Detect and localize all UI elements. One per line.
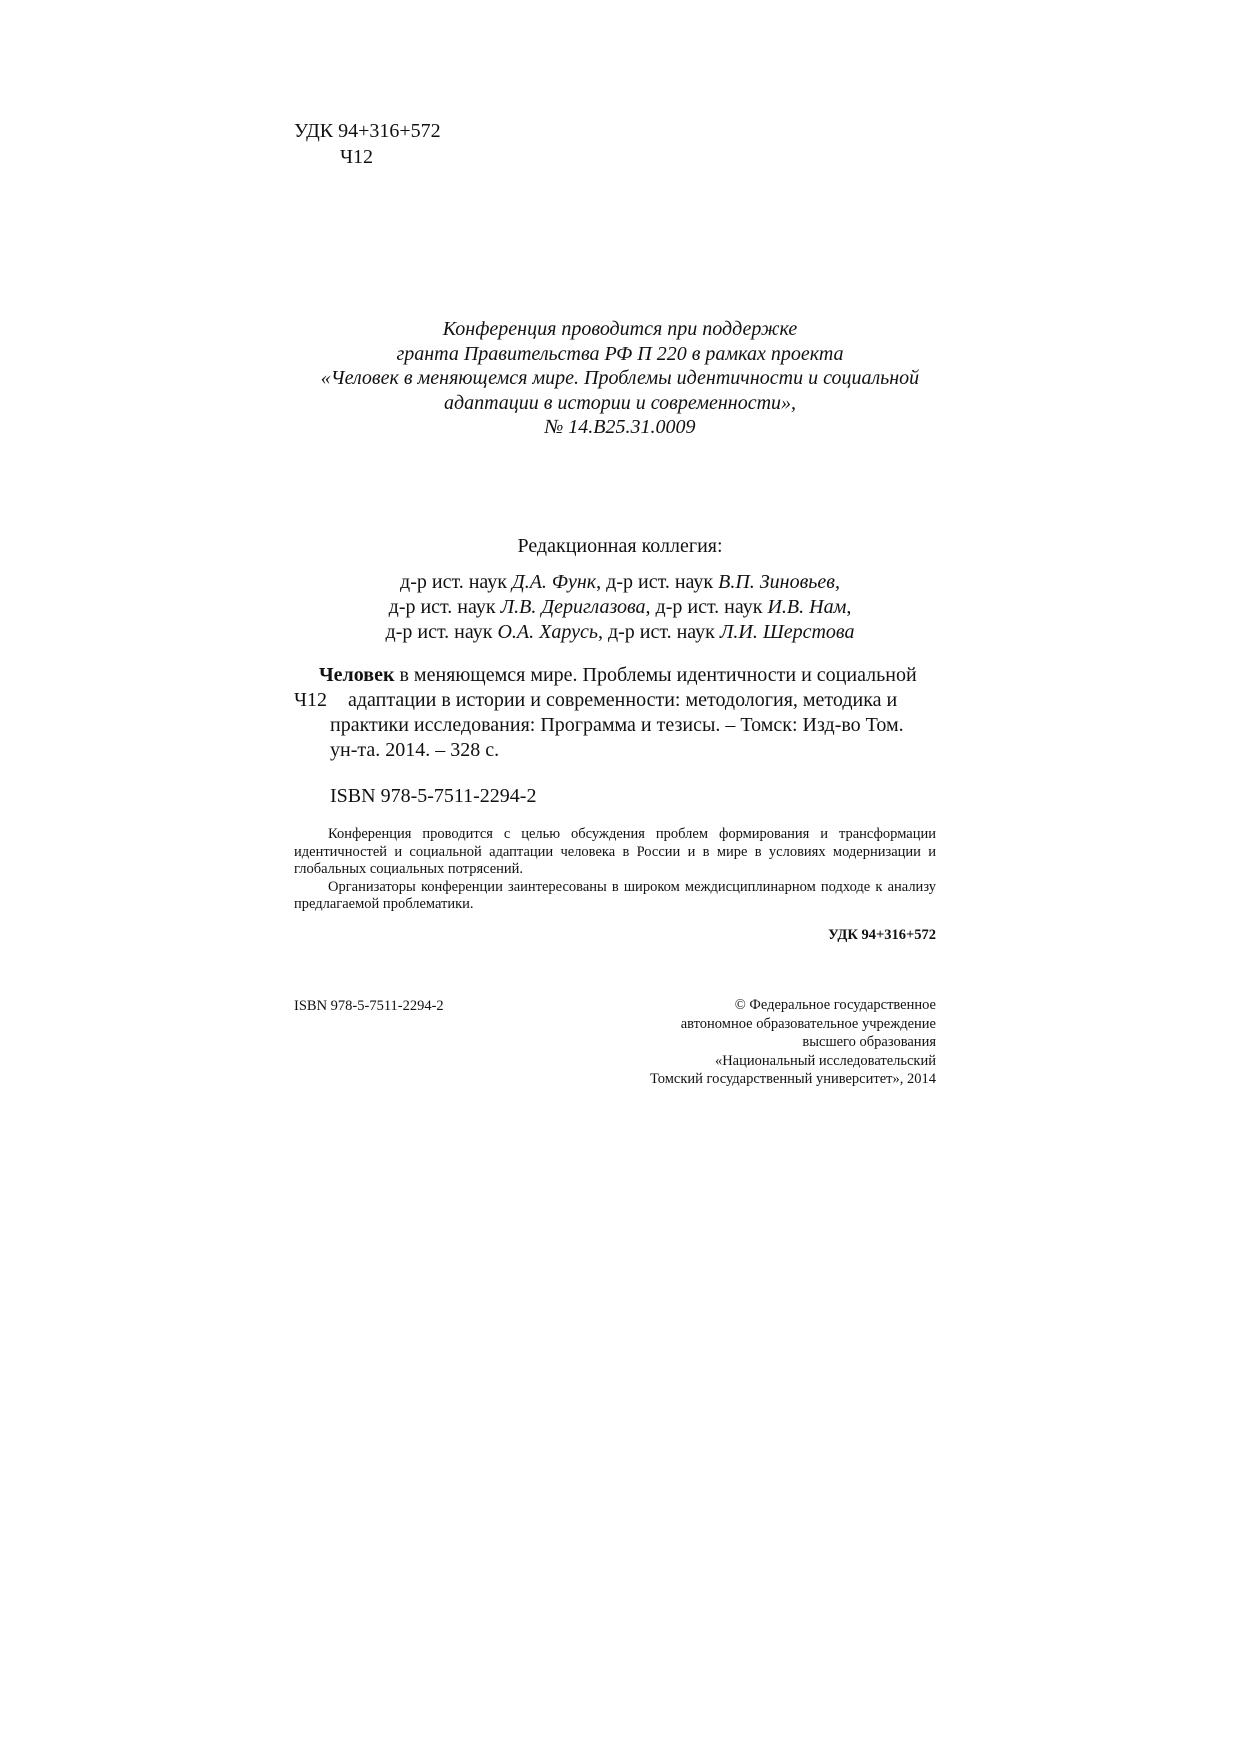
board-member: О.А. Харусь xyxy=(497,621,598,643)
bib-author-mark: Ч12 xyxy=(294,689,327,711)
bib-isbn: ISBN 978-5-7511-2294-2 xyxy=(330,785,537,807)
grant-notice xyxy=(200,317,1040,440)
annotation-paragraph: Организаторы конференции заинтересованы в широком междисциплинарном подходе к анализу предлагаемой проблематики. xyxy=(294,878,936,912)
bib-title-rest: в меняющемся мире. Проблемы идентичности и социальной xyxy=(394,664,917,686)
bib-line-3: практики исследования: Программа и тезисы. – Томск: Изд-во Том. xyxy=(330,714,904,736)
degree: д-р ист. наук xyxy=(606,571,714,593)
editorial-board-title: Редакционная коллегия: xyxy=(517,535,723,557)
grant-line: «Человек в меняющемся мире. Проблемы идентичности и социальной xyxy=(320,367,920,389)
degree: д-р ист. наук xyxy=(655,596,763,618)
bib-title: Человек xyxy=(319,664,395,686)
bib-line-1 xyxy=(319,663,917,688)
degree: д-р ист. наук xyxy=(400,571,507,593)
grant-line: адаптации в истории и современности», xyxy=(443,391,797,414)
board-member: Д.А. Функ xyxy=(511,571,597,593)
footer-isbn: ISBN 978-5-7511-2294-2 xyxy=(294,998,444,1014)
annotation xyxy=(294,826,936,914)
board-member: В.П. Зиновьев xyxy=(718,571,835,593)
editorial-board-list xyxy=(200,570,1040,645)
degree: д-р ист. наук xyxy=(388,596,496,618)
copyright-line: Томский государственный университет», 2014 xyxy=(649,1071,936,1088)
bib-line-4: ун-та. 2014. – 328 с. xyxy=(330,739,500,761)
board-member: Л.И. Шерстова xyxy=(719,621,855,643)
degree: д-р ист. наук xyxy=(607,621,715,643)
degree: д-р ист. наук xyxy=(385,621,493,643)
grant-line: № 14.B25.31.0009 xyxy=(544,416,696,438)
board-line: д-р ист. наук О.А. Харусь, д-р ист. наук Л.И. Шерстова xyxy=(385,621,855,643)
udc-code: УДК 94+316+572 xyxy=(294,120,441,142)
annotation-udc: УДК 94+316+572 xyxy=(828,927,936,943)
copyright-block xyxy=(560,996,936,1089)
annotation-paragraph: Конференция проводится с целью обсуждения проблем формирования и трансформации идентичностей и социальной адаптации человека в России и в мире в условиях модернизации и глобальных социальных потрясений. xyxy=(294,826,936,877)
board-member: Л.В. Дериглазова xyxy=(500,596,646,618)
bib-line-2: адаптации в истории и современности: методология, методика и xyxy=(348,689,898,711)
grant-line: гранта Правительства РФ П 220 в рамках проекта xyxy=(396,342,844,365)
udc-author-mark: Ч12 xyxy=(340,146,373,168)
board-line: д-р ист. наук Л.В. Дериглазова, д-р ист. наук И.В. Нам, xyxy=(388,596,852,618)
board-member: И.В. Нам xyxy=(767,596,847,618)
board-line: д-р ист. наук Д.А. Функ, д-р ист. наук В.П. Зиновьев, xyxy=(400,571,840,593)
grant-line: Конференция проводится при поддержке xyxy=(442,318,798,340)
copyright-line: «Национальный исследовательский xyxy=(714,1052,936,1069)
copyright-line: © Федеральное государственное xyxy=(734,997,936,1013)
copyright-line: высшего образования xyxy=(802,1034,936,1051)
copyright-line: автономное образовательное учреждение xyxy=(680,1015,936,1032)
